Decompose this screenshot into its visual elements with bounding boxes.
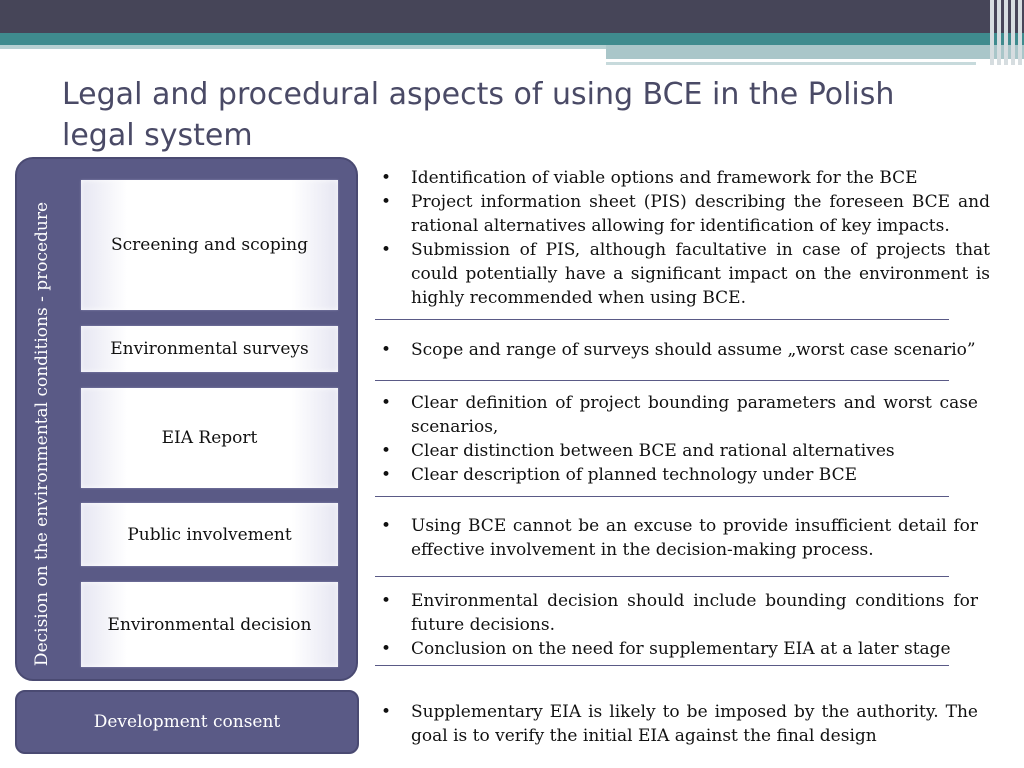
list-item: • Clear distinction between BCE and rational alternatives <box>378 439 978 463</box>
notes-screening <box>378 166 990 310</box>
list-item: • Supplementary EIA is likely to be imposed by the authority. The goal is to verify the initial EIA against the final design <box>378 700 978 748</box>
list-item: • Project information sheet (PIS) describing the foreseen BCE and rational alternatives allowing for identification of key impacts. <box>378 190 990 238</box>
separator <box>375 665 949 666</box>
header-thin-line <box>606 62 976 65</box>
notes-surveys <box>378 338 990 362</box>
header-light-bar-right <box>606 45 1024 59</box>
list-item: • Identification of viable options and framework for the BCE <box>378 166 990 190</box>
step-development-consent: Development consent <box>15 690 359 754</box>
step-public-involvement: Public involvement <box>81 503 338 566</box>
list-item: • Clear description of planned technology under BCE <box>378 463 978 487</box>
list-item: • Environmental decision should include bounding conditions for future decisions. <box>378 589 978 637</box>
list-item: • Scope and range of surveys should assume „worst case scenario” <box>378 338 990 362</box>
list-item: • Conclusion on the need for supplementary EIA at a later stage <box>378 637 978 661</box>
separator <box>375 576 949 577</box>
step-environmental-surveys: Environmental surveys <box>81 326 338 372</box>
step-environmental-decision: Environmental decision <box>81 582 338 667</box>
list-item: • Using BCE cannot be an excuse to provide insufficient detail for effective involvement in the decision-making process. <box>378 514 978 562</box>
procedure-side-label <box>22 195 62 673</box>
list-item: • Submission of PIS, although facultative in case of projects that could potentially have a significant impact on the environment is highly recommended when using BCE. <box>378 238 990 310</box>
slide-title: Legal and procedural aspects of using BCE in the Polish legal system <box>62 77 895 153</box>
separator <box>375 319 949 320</box>
header-dark-bar <box>0 0 1024 33</box>
list-item: • Clear definition of project bounding parameters and worst case scenarios, <box>378 391 978 439</box>
step-eia-report: EIA Report <box>81 388 338 488</box>
separator <box>375 380 949 381</box>
notes-development-consent <box>378 700 978 748</box>
header-vertical-stripes <box>990 0 1024 65</box>
procedure-side-label-text: Decision on the environmental conditions - procedure <box>32 201 52 667</box>
step-screening-and-scoping: Screening and scoping <box>81 180 338 310</box>
header-teal-bar <box>0 33 1024 45</box>
notes-eia-report <box>378 391 978 487</box>
notes-environmental-decision <box>378 589 978 661</box>
header-light-bar <box>0 45 606 49</box>
separator <box>375 496 949 497</box>
notes-public-involvement <box>378 514 978 562</box>
